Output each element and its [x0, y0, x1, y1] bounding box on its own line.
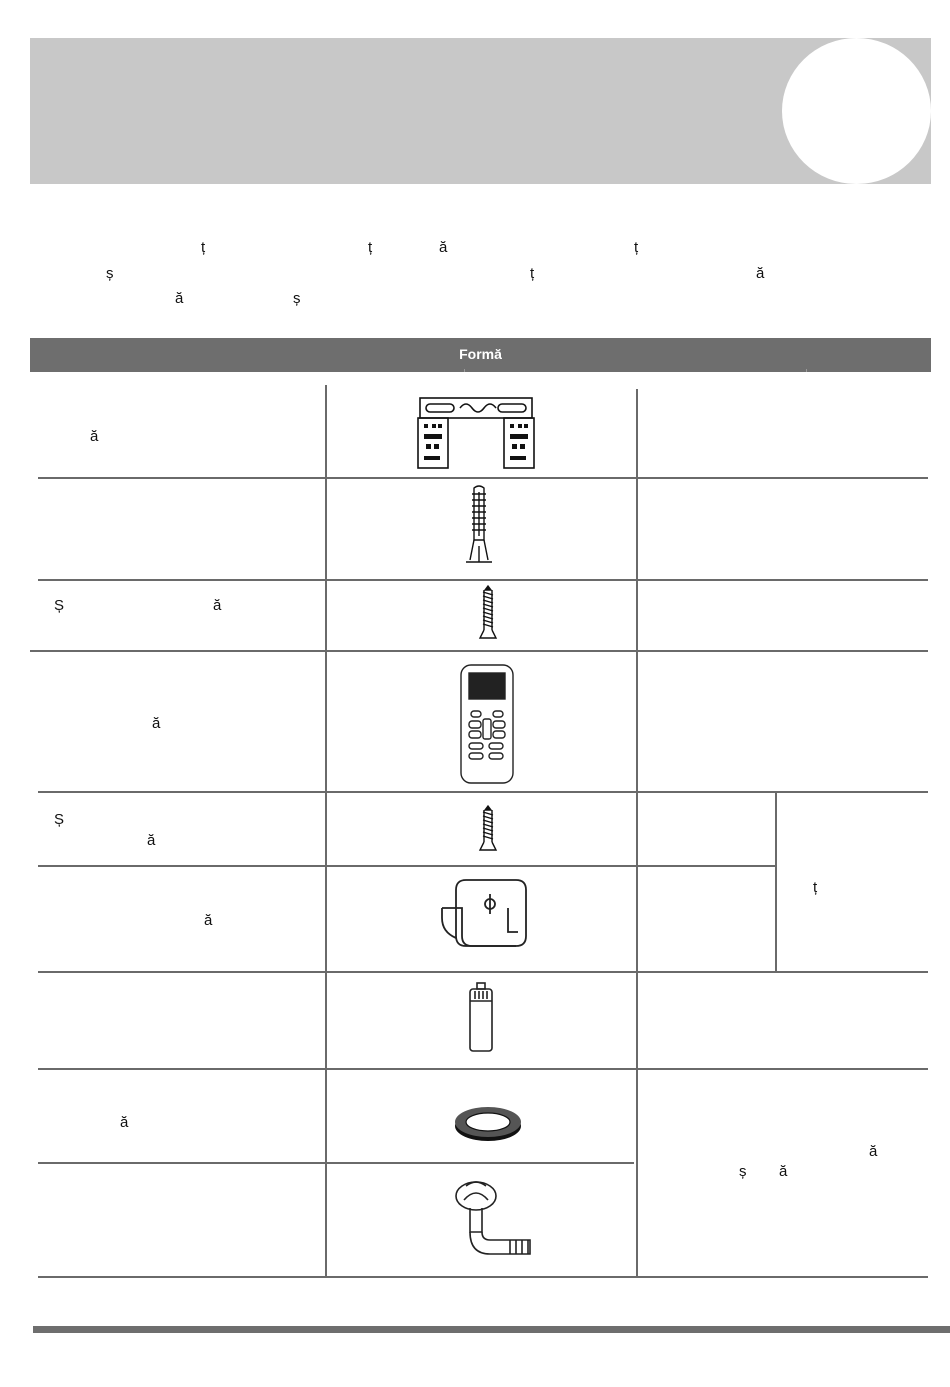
intro-char: ă [439, 239, 448, 256]
page-number-circle [782, 38, 931, 184]
screw-icon [478, 584, 498, 644]
intro-char: ș [293, 290, 301, 307]
row-name-char: ă [152, 715, 161, 732]
wall-anchor-icon [464, 484, 494, 572]
table-header [30, 338, 931, 372]
footer-bar [33, 1326, 950, 1333]
drain-joint-icon [450, 1178, 536, 1270]
row-name-char: ă [120, 1114, 129, 1131]
header-forma: Formă [459, 346, 502, 362]
row-name-char: Ș [54, 597, 65, 614]
seal-ring-icon [452, 1104, 524, 1144]
row-name-char: ă [90, 428, 99, 445]
row-name-char: ă [204, 912, 213, 929]
intro-char: ț [634, 239, 639, 256]
intro-char: ț [368, 239, 373, 256]
row-name-char: Ș [54, 811, 65, 828]
remote-holder-icon [438, 876, 534, 952]
note-char: ș [739, 1163, 747, 1180]
note-char: ț [813, 879, 818, 896]
intro-char: ă [175, 290, 184, 307]
row-name-char: ă [147, 832, 156, 849]
intro-char: ț [201, 239, 206, 256]
remote-control-icon [459, 663, 515, 785]
intro-char: ț [530, 265, 535, 282]
mounting-plate-icon [416, 394, 536, 470]
title-banner [30, 38, 931, 184]
row-name-char: ă [213, 597, 222, 614]
battery-icon [467, 981, 495, 1055]
screw-icon [478, 804, 498, 856]
note-char: ă [779, 1163, 788, 1180]
intro-char: ș [106, 265, 114, 282]
note-char: ă [869, 1143, 878, 1160]
intro-char: ă [756, 265, 765, 282]
